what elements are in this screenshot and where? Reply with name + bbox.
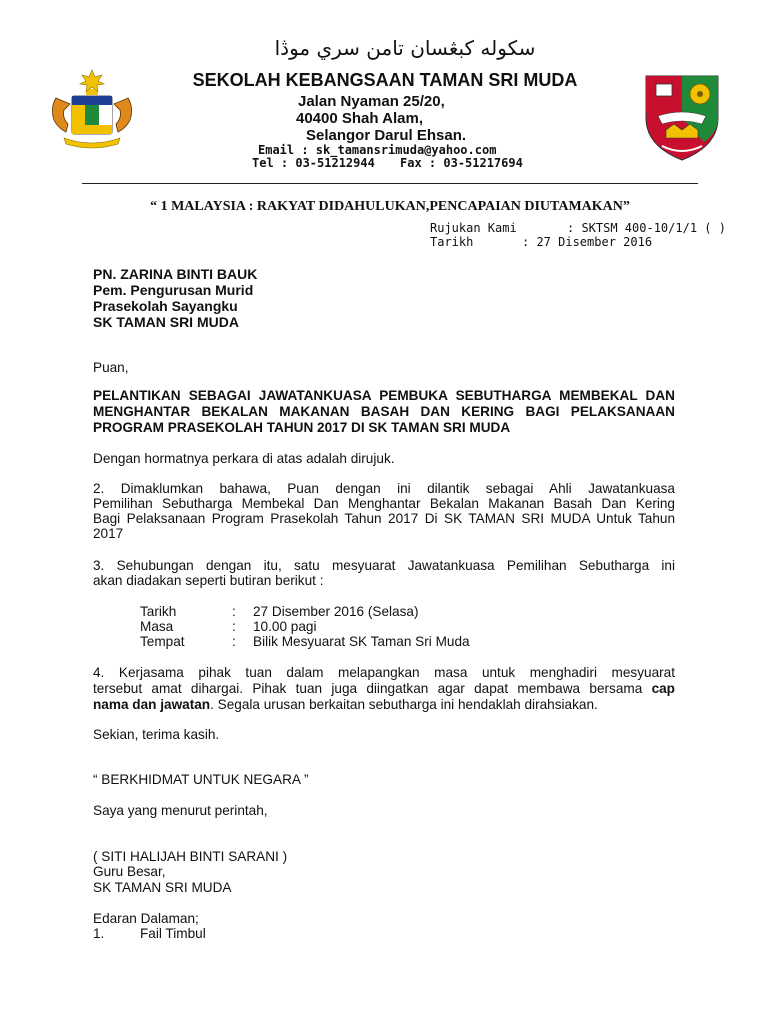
signatory-name: ( SITI HALIJAH BINTI SARANI ) [93,849,288,864]
rujukan-label: Rujukan Kami [430,221,517,235]
para4-line-3 [93,697,675,713]
distribution-item-text: Fail Timbul [140,926,206,941]
rujukan-value: : SKTSM 400-10/1/1 ( ) [567,221,726,235]
recipient-school: SK TAMAN SRI MUDA [93,314,239,330]
para3-line-1: 3. Sehubungan dengan itu, satu mesyuarat Jawatankuasa Pemilihan Sebutharga ini [93,558,675,573]
motto: “ 1 MALAYSIA : RAKYAT DIDAHULUKAN,PENCAPAIAN DIUTAMAKAN” [150,199,630,214]
address-line-1: Jalan Nyaman 25/20, [298,93,445,110]
para4-line-1: 4. Kerjasama pihak tuan dalam melapangkan masa untuk menghadiri mesyuarat [93,665,675,680]
school-crest-logo [642,72,722,162]
signatory-title: Guru Besar, [93,864,166,879]
detail-label-masa: Masa [140,619,174,634]
detail-value-tarikh: 27 Disember 2016 (Selasa) [253,604,419,619]
school-name-jawi: سکوله کبڠسان تامن سري موڎا [274,36,536,60]
para4-line-2 [93,681,675,697]
tel-text: Tel : 03-51212944 [252,156,375,170]
recipient-position: Pem. Pengurusan Murid [93,282,254,298]
para4-bold-nama: nama dan jawatan [93,697,211,712]
detail-label-tempat: Tempat [140,634,185,649]
tarikh-value: : 27 Disember 2016 [522,235,653,249]
coat-of-arms-logo [46,68,138,152]
closing-sentence: Sekian, terima kasih. [93,727,220,742]
subject-line-3: PROGRAM PRASEKOLAH TAHUN 2017 DI SK TAMAN SRI MUDA [93,420,511,435]
para2-line-3: Bagi Pelaksanaan Program Prasekolah Tahun 2017 Di SK TAMAN SRI MUDA Untuk Tahun [93,511,675,526]
detail-sep-masa: : [232,619,236,634]
distribution-item-number: 1. [93,926,105,941]
detail-value-masa: 10.00 pagi [253,619,317,634]
address-line-3: Selangor Darul Ehsan. [306,127,467,144]
school-name: SEKOLAH KEBANGSAAN TAMAN SRI MUDA [192,70,578,90]
tarikh-label: Tarikh [430,235,474,249]
recipient-unit: Prasekolah Sayangku [93,298,238,314]
slogan: “ BERKHIDMAT UNTUK NEGARA ” [93,772,309,787]
signatory-school: SK TAMAN SRI MUDA [93,880,232,895]
detail-label-tarikh: Tarikh [140,604,177,619]
detail-value-tempat: Bilik Mesyuarat SK Taman Sri Muda [253,634,470,649]
para2-line-4: 2017 [93,526,124,541]
subject-line-2: MENGHANTAR BEKALAN MAKANAN BASAH DAN KERING BAGI PELAKSANAAN [93,404,675,419]
para4-text: tersebut amat dihargai. Pihak tuan juga diingatkan agar dapat membawa bersama [93,681,652,696]
distribution-heading: Edaran Dalaman; [93,911,199,926]
opening-sentence: Dengan hormatnya perkara di atas adalah dirujuk. [93,451,395,466]
recipient-name: PN. ZARINA BINTI BAUK [93,266,258,282]
para4-bold-cap: cap [651,681,675,696]
subject-line-1: PELANTIKAN SEBAGAI JAWATANKUASA PEMBUKA SEBUTHARGA MEMBEKAL DAN [93,388,675,403]
address-line-2: 40400 Shah Alam, [296,110,424,127]
salutation: Puan, [93,360,129,375]
para3-line-2: akan diadakan seperti butiran berikut : [93,573,324,588]
para2-line-2: Pemilihan Sebutharga Membekal Dan Menghantar Bekalan Makanan Basah Dan Kering [93,496,675,511]
header-divider [82,183,698,184]
yours-faithfully: Saya yang menurut perintah, [93,803,268,818]
para4-text-end: . Segala urusan berkaitan sebutharga ini hendaklah dirahsiakan. [210,697,598,712]
detail-sep-tarikh: : [232,604,236,619]
email-text: Email : sk_tamansrimuda@yahoo.com [258,143,497,157]
para2-line-1: 2. Dimaklumkan bahawa, Puan dengan ini dilantik sebagai Ahli Jawatankuasa [93,481,675,496]
detail-sep-tempat: : [232,634,236,649]
fax-text: Fax : 03-51217694 [400,156,523,170]
